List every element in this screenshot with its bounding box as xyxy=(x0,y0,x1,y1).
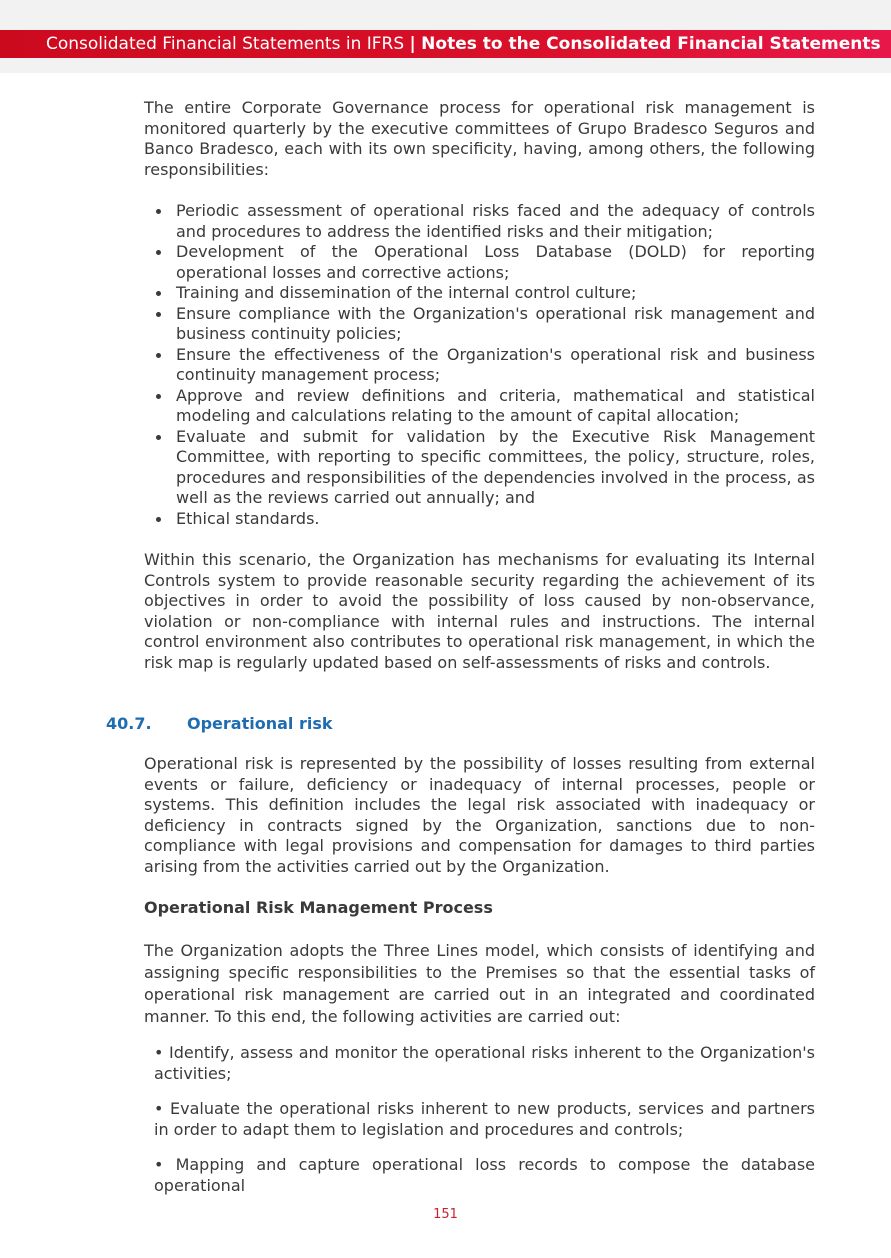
header-shadow xyxy=(0,58,891,73)
scenario-paragraph: Within this scenario, the Organization has mechanisms for evaluating its Internal Controls system to provide reasonable security regarding the achievement of its objectives in order to avoid the possibility of loss caused by non-observance, violation or non-compliance with internal rules and instructions. The internal control environment also contributes to operational risk management, in which the risk map is regularly updated based on self-assessments of risks and controls. xyxy=(144,550,815,672)
subheading: Operational Risk Management Process xyxy=(144,898,493,917)
header-title: Notes to the Consolidated Financial Statements xyxy=(421,34,881,54)
list-item: Development of the Operational Loss Database (DOLD) for reporting operational losses and corrective actions; xyxy=(176,242,815,282)
activities-list xyxy=(144,1042,815,1196)
definition-paragraph: Operational risk is represented by the possibility of losses resulting from external events or failure, deficiency or inadequacy of internal processes, people or systems. This definition includes the legal risk associated with inadequacy or deficiency in contracts signed by the Organization, sanctions due to non-compliance with legal provisions and compensation for damages to third parties arising from the activities carried out by the Organization. xyxy=(144,754,815,876)
upper-content xyxy=(144,98,815,673)
list-item: Approve and review definitions and criteria, mathematical and statistical modeling and calculations relating to the amount of capital allocation; xyxy=(176,385,815,425)
page-number: 151 xyxy=(433,1207,458,1222)
list-item: • Identify, assess and monitor the operational risks inherent to the Organization's activities; xyxy=(154,1042,815,1083)
section-number: 40.7. xyxy=(106,714,152,733)
list-item: Ethical standards. xyxy=(176,509,815,530)
three-lines-paragraph: The Organization adopts the Three Lines model, which consists of identifying and assigning specific responsibilities to the Premises so that the essential tasks of operational risk management are carried out in an integrated and coordinated manner. To this end, the following activities are carried out: xyxy=(144,940,815,1026)
list-item: • Mapping and capture operational loss records to compose the database operational xyxy=(154,1154,815,1195)
lower-content xyxy=(144,754,815,1210)
intro-paragraph: The entire Corporate Governance process for operational risk management is monitored quarterly by the executive committees of Grupo Bradesco Seguros and Banco Bradesco, each with its own specificity, having, among others, the following responsibilities: xyxy=(144,98,815,179)
list-item: Training and dissemination of the internal control culture; xyxy=(176,283,815,304)
list-item: Ensure the effectiveness of the Organization's operational risk and business continuity management process; xyxy=(176,344,815,384)
list-item: Evaluate and submit for validation by the Executive Risk Management Committee, with reporting to specific committees, the policy, structure, roles, procedures and responsibilities of the dependencies involved in the process, as well as the reviews carried out annually; and xyxy=(176,426,815,507)
header-bar xyxy=(0,30,891,58)
list-item: Ensure compliance with the Organization's operational risk management and business continuity policies; xyxy=(176,303,815,343)
header-separator: | xyxy=(409,34,416,54)
list-item: • Evaluate the operational risks inherent to new products, services and partners in order to adapt them to legislation and procedures and controls; xyxy=(154,1098,815,1139)
header-section: Consolidated Financial Statements in IFRS xyxy=(46,34,405,54)
section-title: Operational risk xyxy=(187,714,333,733)
section-heading xyxy=(106,714,333,734)
top-strip xyxy=(0,0,891,30)
responsibilities-list xyxy=(144,201,815,529)
list-item: Periodic assessment of operational risks faced and the adequacy of controls and procedures to address the identified risks and their mitigation; xyxy=(176,201,815,241)
